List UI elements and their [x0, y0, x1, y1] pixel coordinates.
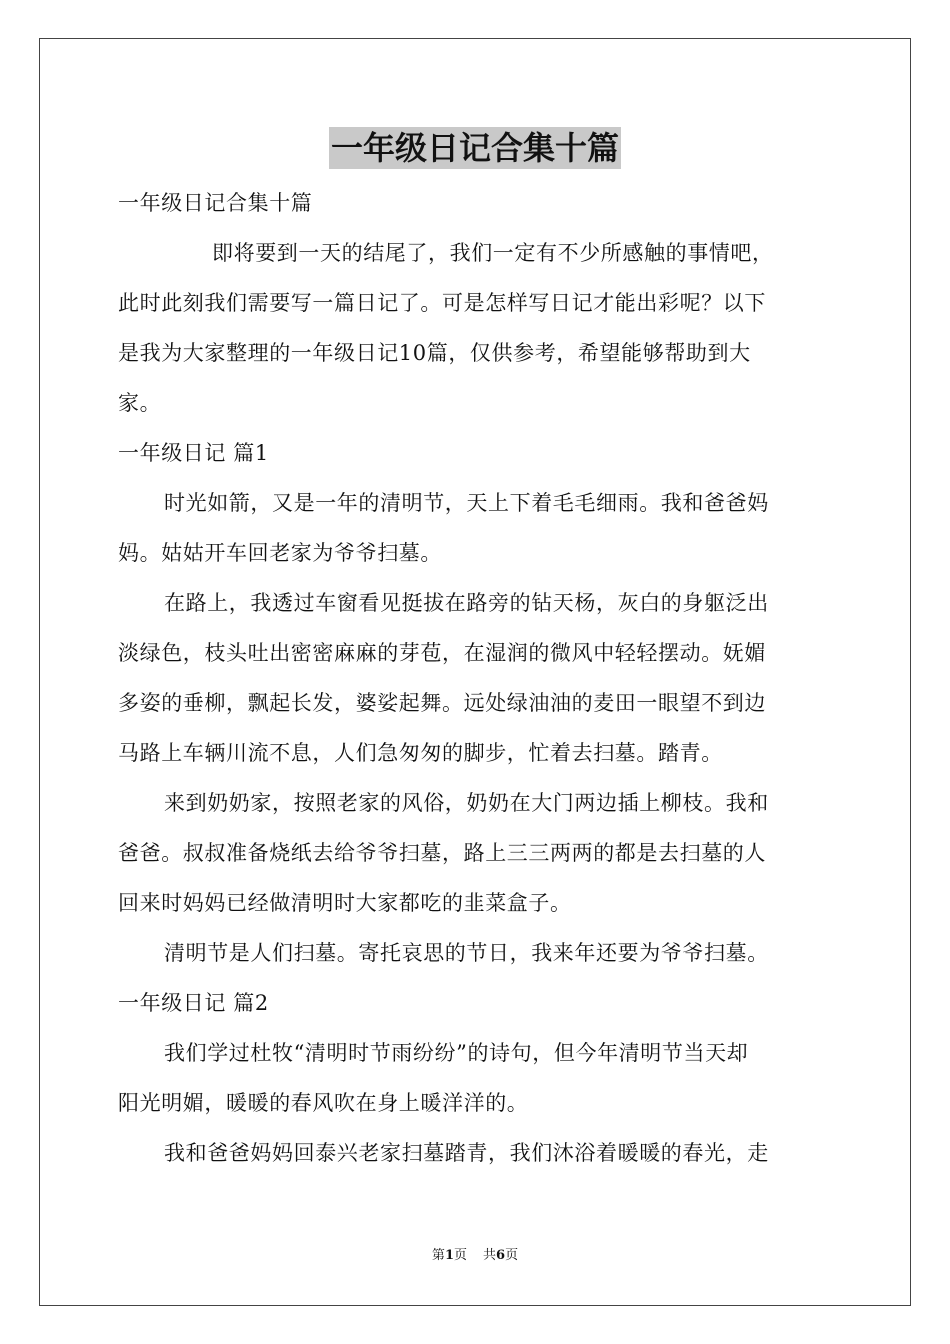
body-line: 家。	[118, 391, 162, 415]
body-line: 时光如箭，又是一年的清明节，天上下着毛毛细雨。我和爸爸妈	[164, 491, 769, 515]
body-line: 爸爸。叔叔准备烧纸去给爷爷扫墓，路上三三两两的都是去扫墓的人	[118, 841, 766, 865]
body-line: 阳光明媚，暖暖的春风吹在身上暖洋洋的。	[118, 1091, 529, 1115]
body-line: 马路上车辆川流不息，人们急匆匆的脚步，忙着去扫墓。踏青。	[118, 741, 723, 765]
page-prefix: 第	[431, 1248, 445, 1263]
body-line: 此时此刻我们需要写一篇日记了。可是怎样写日记才能出彩呢？以下	[118, 291, 766, 315]
total-suffix: 页	[505, 1248, 519, 1263]
page-footer	[0, 1248, 950, 1264]
section-heading: 一年级日记 篇2	[118, 991, 269, 1015]
body-line: 回来时妈妈已经做清明时大家都吃的韭菜盒子。	[118, 891, 572, 915]
body-line: 在路上，我透过车窗看见挺拔在路旁的钻天杨，灰白的身躯泛出	[164, 591, 769, 615]
body-line: 一年级日记合集十篇	[118, 191, 313, 215]
body-line: 来到奶奶家，按照老家的风俗，奶奶在大门两边插上柳枝。我和	[164, 791, 769, 815]
document-body	[118, 178, 834, 1178]
body-line: 清明节是人们扫墓。寄托哀思的节日，我来年还要为爷爷扫墓。	[164, 941, 769, 965]
body-line: 即将要到一天的结尾了，我们一定有不少所感触的事情吧，	[212, 241, 774, 265]
body-line: 是我为大家整理的一年级日记10篇，仅供参考，希望能够帮助到大	[118, 341, 751, 365]
page-number: 1	[444, 1248, 454, 1263]
page-suffix: 页	[453, 1248, 467, 1263]
body-line: 妈。姑姑开车回老家为爷爷扫墓。	[118, 541, 442, 565]
total-pages: 6	[496, 1248, 506, 1263]
total-prefix: 共	[483, 1248, 497, 1263]
document-title-text: 一年级日记合集十篇	[330, 129, 619, 167]
section-heading: 一年级日记 篇1	[118, 441, 269, 465]
document-title	[0, 127, 950, 169]
body-line: 多姿的垂柳，飘起长发，婆娑起舞。远处绿油油的麦田一眼望不到边	[118, 691, 766, 715]
body-line: 我们学过杜牧“清明时节雨纷纷”的诗句，但今年清明节当天却	[164, 1041, 749, 1065]
body-line: 我和爸爸妈妈回泰兴老家扫墓踏青，我们沐浴着暖暖的春光，走	[164, 1141, 769, 1165]
body-line: 淡绿色，枝头吐出密密麻麻的芽苞，在湿润的微风中轻轻摆动。妩媚	[118, 641, 766, 665]
